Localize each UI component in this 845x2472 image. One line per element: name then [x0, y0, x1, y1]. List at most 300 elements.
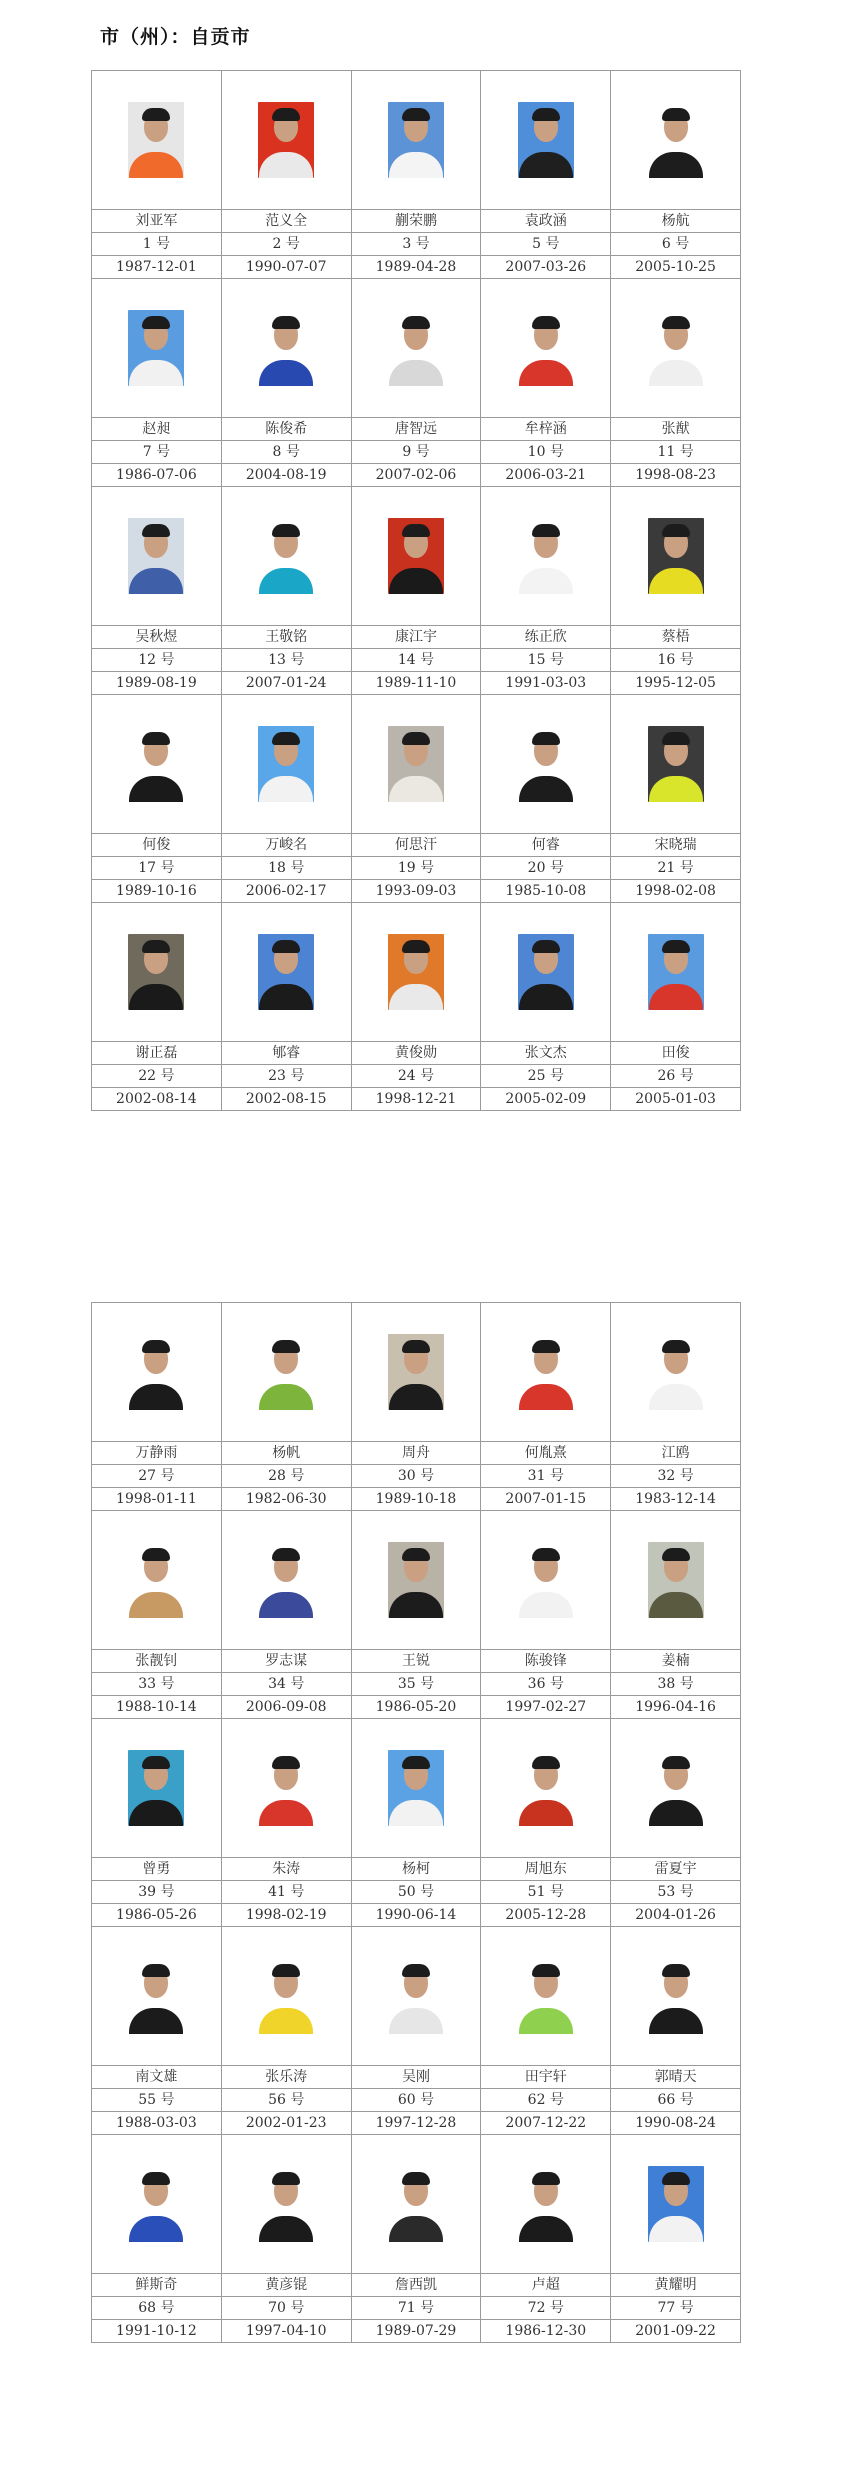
- hair-shape: [142, 1340, 170, 1353]
- player-birthdate: 1989-11-10: [351, 672, 481, 695]
- player-birthdate: 1995-12-05: [611, 672, 741, 695]
- player-number-row: [92, 441, 741, 464]
- player-photo-cell: [351, 2135, 481, 2274]
- player-number: 71 号: [351, 2297, 481, 2320]
- player-number: 70 号: [221, 2297, 351, 2320]
- player-photo: [518, 518, 574, 594]
- player-photo: [128, 102, 184, 178]
- player-number-row: [92, 1881, 741, 1904]
- shirt-shape: [519, 1384, 573, 1410]
- hair-shape: [272, 108, 300, 121]
- hair-shape: [402, 940, 430, 953]
- hair-shape: [272, 1756, 300, 1769]
- photo-row: [92, 1719, 741, 1858]
- shirt-shape: [129, 776, 183, 802]
- player-photo: [388, 1958, 444, 2034]
- shirt-shape: [649, 152, 703, 178]
- shirt-shape: [259, 1384, 313, 1410]
- shirt-shape: [649, 1592, 703, 1618]
- shirt-shape: [649, 2216, 703, 2242]
- player-name: 陈骏锋: [481, 1650, 611, 1673]
- player-photo-cell: [351, 903, 481, 1042]
- player-name: 杨柯: [351, 1858, 481, 1881]
- player-photo-cell: [221, 695, 351, 834]
- player-photo-cell: [221, 1511, 351, 1650]
- player-photo: [648, 102, 704, 178]
- shirt-shape: [519, 2008, 573, 2034]
- player-birthdate: 1990-08-24: [611, 2112, 741, 2135]
- hair-shape: [402, 2172, 430, 2185]
- player-birthdate-row: [92, 2320, 741, 2343]
- shirt-shape: [129, 1384, 183, 1410]
- player-birthdate: 1991-10-12: [92, 2320, 222, 2343]
- player-name: 陈俊希: [221, 418, 351, 441]
- player-photo-cell: [481, 1303, 611, 1442]
- hair-shape: [662, 1964, 690, 1977]
- hair-shape: [402, 1548, 430, 1561]
- player-name: 黄彦锟: [221, 2274, 351, 2297]
- shirt-shape: [389, 1592, 443, 1618]
- player-name-row: [92, 834, 741, 857]
- player-name: 南文雄: [92, 2066, 222, 2089]
- player-photo: [128, 2166, 184, 2242]
- player-photo-cell: [611, 279, 741, 418]
- player-name-row: [92, 1650, 741, 1673]
- player-name: 曾勇: [92, 1858, 222, 1881]
- player-photo-cell: [611, 695, 741, 834]
- player-photo: [388, 1750, 444, 1826]
- shirt-shape: [389, 568, 443, 594]
- player-name: 吴秋煜: [92, 626, 222, 649]
- hair-shape: [142, 1756, 170, 1769]
- player-number: 25 号: [481, 1065, 611, 1088]
- player-birthdate-row: [92, 2112, 741, 2135]
- player-number: 6 号: [611, 233, 741, 256]
- player-photo-cell: [221, 1719, 351, 1858]
- player-name: 朱涛: [221, 1858, 351, 1881]
- player-birthdate: 2006-09-08: [221, 1696, 351, 1719]
- player-birthdate: 2002-01-23: [221, 2112, 351, 2135]
- player-birthdate: 1983-12-14: [611, 1488, 741, 1511]
- shirt-shape: [129, 984, 183, 1010]
- player-number-row: [92, 857, 741, 880]
- player-name-row: [92, 1858, 741, 1881]
- player-photo-cell: [481, 279, 611, 418]
- player-photo-cell: [481, 487, 611, 626]
- hair-shape: [532, 2172, 560, 2185]
- player-number: 13 号: [221, 649, 351, 672]
- player-photo-cell: [481, 71, 611, 210]
- hair-shape: [532, 316, 560, 329]
- player-photo-cell: [221, 2135, 351, 2274]
- hair-shape: [532, 1964, 560, 1977]
- photo-row: [92, 2135, 741, 2274]
- hair-shape: [402, 108, 430, 121]
- player-birthdate-row: [92, 1904, 741, 1927]
- player-photo-cell: [92, 1303, 222, 1442]
- player-birthdate: 1997-12-28: [351, 2112, 481, 2135]
- player-number-row: [92, 2089, 741, 2112]
- player-number: 66 号: [611, 2089, 741, 2112]
- player-name: 牟梓涵: [481, 418, 611, 441]
- player-number: 33 号: [92, 1673, 222, 1696]
- photo-row: [92, 1511, 741, 1650]
- hair-shape: [532, 732, 560, 745]
- player-photo: [388, 518, 444, 594]
- shirt-shape: [389, 984, 443, 1010]
- player-photo-cell: [351, 71, 481, 210]
- player-birthdate: 1998-08-23: [611, 464, 741, 487]
- player-number: 20 号: [481, 857, 611, 880]
- player-photo: [648, 1750, 704, 1826]
- player-birthdate-row: [92, 672, 741, 695]
- player-birthdate: 2007-01-24: [221, 672, 351, 695]
- player-photo-cell: [611, 1303, 741, 1442]
- player-photo: [518, 726, 574, 802]
- player-photo: [258, 102, 314, 178]
- shirt-shape: [129, 2216, 183, 2242]
- shirt-shape: [519, 776, 573, 802]
- player-photo: [128, 934, 184, 1010]
- player-name: 宋晓瑞: [611, 834, 741, 857]
- shirt-shape: [259, 152, 313, 178]
- player-birthdate: 1998-01-11: [92, 1488, 222, 1511]
- photo-row: [92, 695, 741, 834]
- hair-shape: [272, 1340, 300, 1353]
- page-title: 市（州）：自贡市: [100, 26, 251, 48]
- player-number: 72 号: [481, 2297, 611, 2320]
- hair-shape: [272, 1548, 300, 1561]
- player-photo-cell: [351, 695, 481, 834]
- shirt-shape: [389, 360, 443, 386]
- shirt-shape: [129, 152, 183, 178]
- shirt-shape: [649, 1800, 703, 1826]
- player-name: 张靓钊: [92, 1650, 222, 1673]
- player-birthdate: 2007-02-06: [351, 464, 481, 487]
- player-name: 赵昶: [92, 418, 222, 441]
- hair-shape: [272, 524, 300, 537]
- player-name: 杨帆: [221, 1442, 351, 1465]
- player-name-row: [92, 1442, 741, 1465]
- player-number: 41 号: [221, 1881, 351, 1904]
- player-birthdate-row: [92, 1696, 741, 1719]
- player-number: 24 号: [351, 1065, 481, 1088]
- hair-shape: [662, 940, 690, 953]
- player-birthdate: 1990-07-07: [221, 256, 351, 279]
- player-name-row: [92, 210, 741, 233]
- player-birthdate-row: [92, 1088, 741, 1111]
- shirt-shape: [649, 776, 703, 802]
- player-birthdate: 1990-06-14: [351, 1904, 481, 1927]
- player-photo-cell: [92, 1511, 222, 1650]
- hair-shape: [142, 524, 170, 537]
- player-photo-cell: [92, 2135, 222, 2274]
- player-photo: [128, 310, 184, 386]
- player-number: 12 号: [92, 649, 222, 672]
- hair-shape: [402, 1340, 430, 1353]
- player-birthdate: 1989-08-19: [92, 672, 222, 695]
- player-name: 姜楠: [611, 1650, 741, 1673]
- player-number: 1 号: [92, 233, 222, 256]
- player-photo: [258, 1542, 314, 1618]
- shirt-shape: [389, 2008, 443, 2034]
- player-number: 30 号: [351, 1465, 481, 1488]
- player-photo: [258, 726, 314, 802]
- player-number: 77 号: [611, 2297, 741, 2320]
- player-photo-cell: [221, 487, 351, 626]
- player-photo: [128, 726, 184, 802]
- hair-shape: [662, 1340, 690, 1353]
- player-number: 38 号: [611, 1673, 741, 1696]
- player-number: 5 号: [481, 233, 611, 256]
- hair-shape: [662, 524, 690, 537]
- player-photo-cell: [221, 903, 351, 1042]
- player-birthdate: 2002-08-14: [92, 1088, 222, 1111]
- player-number-row: [92, 1673, 741, 1696]
- hair-shape: [402, 316, 430, 329]
- player-name: 田俊: [611, 1042, 741, 1065]
- player-number: 27 号: [92, 1465, 222, 1488]
- player-name: 蔡梧: [611, 626, 741, 649]
- player-photo: [388, 934, 444, 1010]
- player-photo: [518, 1542, 574, 1618]
- player-number: 15 号: [481, 649, 611, 672]
- shirt-shape: [519, 152, 573, 178]
- player-photo: [128, 1334, 184, 1410]
- player-photo: [388, 2166, 444, 2242]
- shirt-shape: [649, 360, 703, 386]
- player-photo: [518, 310, 574, 386]
- player-roster-table-1: [91, 70, 741, 1111]
- player-birthdate: 1986-12-30: [481, 2320, 611, 2343]
- hair-shape: [402, 1964, 430, 1977]
- player-name: 江鸥: [611, 1442, 741, 1465]
- player-photo: [648, 1542, 704, 1618]
- player-photo-cell: [221, 71, 351, 210]
- player-number: 9 号: [351, 441, 481, 464]
- player-name: 康江宇: [351, 626, 481, 649]
- player-number: 28 号: [221, 1465, 351, 1488]
- player-photo-cell: [611, 903, 741, 1042]
- player-birthdate: 1988-10-14: [92, 1696, 222, 1719]
- player-birthdate: 2006-03-21: [481, 464, 611, 487]
- player-photo-cell: [92, 903, 222, 1042]
- shirt-shape: [649, 2008, 703, 2034]
- player-photo: [648, 934, 704, 1010]
- player-birthdate: 2005-02-09: [481, 1088, 611, 1111]
- player-birthdate-row: [92, 256, 741, 279]
- shirt-shape: [519, 360, 573, 386]
- player-birthdate: 1989-07-29: [351, 2320, 481, 2343]
- hair-shape: [272, 940, 300, 953]
- player-name: 张乐涛: [221, 2066, 351, 2089]
- player-number-row: [92, 2297, 741, 2320]
- shirt-shape: [389, 2216, 443, 2242]
- hair-shape: [662, 1548, 690, 1561]
- player-name: 谢正磊: [92, 1042, 222, 1065]
- player-photo-cell: [351, 1927, 481, 2066]
- player-name-row: [92, 418, 741, 441]
- player-birthdate: 1986-05-26: [92, 1904, 222, 1927]
- player-number: 62 号: [481, 2089, 611, 2112]
- player-name: 范义全: [221, 210, 351, 233]
- photo-row: [92, 71, 741, 210]
- shirt-shape: [519, 2216, 573, 2242]
- player-number: 36 号: [481, 1673, 611, 1696]
- photo-row: [92, 903, 741, 1042]
- player-birthdate: 1998-02-08: [611, 880, 741, 903]
- player-name: 郭晴天: [611, 2066, 741, 2089]
- hair-shape: [142, 2172, 170, 2185]
- shirt-shape: [649, 1384, 703, 1410]
- player-number: 32 号: [611, 1465, 741, 1488]
- player-number: 3 号: [351, 233, 481, 256]
- player-number: 39 号: [92, 1881, 222, 1904]
- player-name: 刘亚军: [92, 210, 222, 233]
- shirt-shape: [259, 984, 313, 1010]
- player-number: 50 号: [351, 1881, 481, 1904]
- player-photo-cell: [92, 1719, 222, 1858]
- player-name: 吴刚: [351, 2066, 481, 2089]
- player-photo: [518, 934, 574, 1010]
- player-birthdate: 2007-01-15: [481, 1488, 611, 1511]
- player-number: 8 号: [221, 441, 351, 464]
- photo-row: [92, 1303, 741, 1442]
- player-birthdate: 2005-12-28: [481, 1904, 611, 1927]
- player-number: 23 号: [221, 1065, 351, 1088]
- hair-shape: [272, 732, 300, 745]
- player-birthdate: 1988-03-03: [92, 2112, 222, 2135]
- player-name: 詹西凯: [351, 2274, 481, 2297]
- player-photo-cell: [611, 1927, 741, 2066]
- player-number-row: [92, 649, 741, 672]
- player-name: 卢超: [481, 2274, 611, 2297]
- player-photo-cell: [481, 695, 611, 834]
- shirt-shape: [259, 776, 313, 802]
- player-number-row: [92, 1465, 741, 1488]
- player-number: 31 号: [481, 1465, 611, 1488]
- player-photo-cell: [92, 695, 222, 834]
- hair-shape: [532, 1756, 560, 1769]
- player-number: 2 号: [221, 233, 351, 256]
- player-photo: [648, 310, 704, 386]
- hair-shape: [142, 940, 170, 953]
- shirt-shape: [389, 152, 443, 178]
- player-number: 56 号: [221, 2089, 351, 2112]
- shirt-shape: [259, 2216, 313, 2242]
- hair-shape: [532, 108, 560, 121]
- shirt-shape: [519, 1592, 573, 1618]
- player-number: 10 号: [481, 441, 611, 464]
- player-photo-cell: [221, 279, 351, 418]
- player-name: 雷夏宇: [611, 1858, 741, 1881]
- player-number: 68 号: [92, 2297, 222, 2320]
- player-photo-cell: [481, 2135, 611, 2274]
- player-photo: [648, 1334, 704, 1410]
- player-roster-table-2: [91, 1302, 741, 2343]
- shirt-shape: [259, 1800, 313, 1826]
- player-number: 26 号: [611, 1065, 741, 1088]
- player-photo: [128, 518, 184, 594]
- shirt-shape: [129, 1592, 183, 1618]
- player-birthdate: 2004-08-19: [221, 464, 351, 487]
- hair-shape: [272, 1964, 300, 1977]
- shirt-shape: [649, 568, 703, 594]
- player-name: 鲜斯奇: [92, 2274, 222, 2297]
- player-name: 何胤熹: [481, 1442, 611, 1465]
- player-photo-cell: [481, 903, 611, 1042]
- player-name: 唐智远: [351, 418, 481, 441]
- player-photo-cell: [351, 1719, 481, 1858]
- player-number: 14 号: [351, 649, 481, 672]
- player-birthdate: 1986-07-06: [92, 464, 222, 487]
- player-photo: [258, 934, 314, 1010]
- player-name-row: [92, 2274, 741, 2297]
- player-photo: [128, 1958, 184, 2034]
- player-photo-cell: [351, 1303, 481, 1442]
- player-number-row: [92, 1065, 741, 1088]
- player-number: 51 号: [481, 1881, 611, 1904]
- player-photo: [258, 1750, 314, 1826]
- player-name-row: [92, 1042, 741, 1065]
- shirt-shape: [259, 360, 313, 386]
- hair-shape: [402, 732, 430, 745]
- hair-shape: [142, 1548, 170, 1561]
- hair-shape: [142, 732, 170, 745]
- player-birthdate: 1997-04-10: [221, 2320, 351, 2343]
- player-photo-cell: [611, 1719, 741, 1858]
- player-birthdate-row: [92, 1488, 741, 1511]
- player-photo: [388, 1542, 444, 1618]
- player-name-row: [92, 2066, 741, 2089]
- player-name: 袁政涵: [481, 210, 611, 233]
- player-photo-cell: [611, 71, 741, 210]
- player-number-row: [92, 233, 741, 256]
- player-name: 何俊: [92, 834, 222, 857]
- shirt-shape: [259, 1592, 313, 1618]
- hair-shape: [532, 524, 560, 537]
- player-photo: [388, 1334, 444, 1410]
- player-photo: [518, 1750, 574, 1826]
- player-birthdate: 2006-02-17: [221, 880, 351, 903]
- player-number: 16 号: [611, 649, 741, 672]
- shirt-shape: [649, 984, 703, 1010]
- player-birthdate: 1989-10-16: [92, 880, 222, 903]
- player-birthdate: 2007-03-26: [481, 256, 611, 279]
- player-photo: [258, 1334, 314, 1410]
- player-photo: [518, 1334, 574, 1410]
- player-photo: [518, 2166, 574, 2242]
- player-birthdate: 1996-04-16: [611, 1696, 741, 1719]
- hair-shape: [402, 524, 430, 537]
- player-birthdate: 2001-09-22: [611, 2320, 741, 2343]
- hair-shape: [142, 1964, 170, 1977]
- player-photo: [128, 1542, 184, 1618]
- hair-shape: [272, 2172, 300, 2185]
- player-photo: [258, 310, 314, 386]
- player-photo: [648, 2166, 704, 2242]
- player-birthdate: 2005-01-03: [611, 1088, 741, 1111]
- player-birthdate: 1989-10-18: [351, 1488, 481, 1511]
- player-name: 万峻名: [221, 834, 351, 857]
- player-photo-cell: [351, 1511, 481, 1650]
- player-name: 周舟: [351, 1442, 481, 1465]
- player-name: 蒯荣鹏: [351, 210, 481, 233]
- hair-shape: [532, 940, 560, 953]
- shirt-shape: [129, 568, 183, 594]
- shirt-shape: [389, 1800, 443, 1826]
- player-photo: [648, 518, 704, 594]
